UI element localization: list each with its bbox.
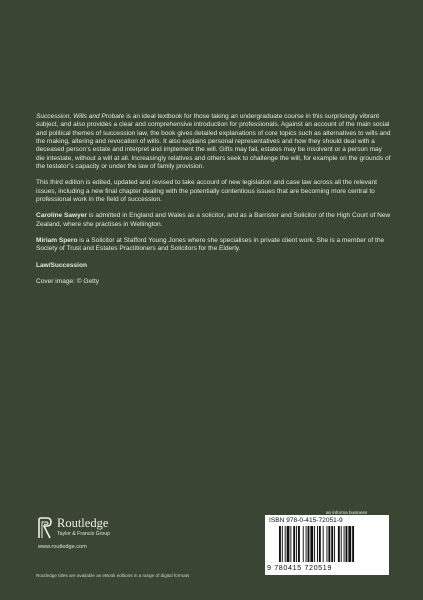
barcode-bar bbox=[334, 526, 335, 562]
publisher-url: www.routledge.com bbox=[38, 544, 87, 550]
digital-formats-note: Routledge titles are available as eBook editions in a range of digital formats bbox=[36, 573, 190, 578]
barcode-bar bbox=[319, 526, 321, 562]
barcode-bar bbox=[328, 526, 330, 562]
barcode-bar bbox=[348, 526, 351, 562]
barcode-icon bbox=[279, 526, 379, 562]
barcode-bar bbox=[296, 526, 297, 562]
publisher-tagline: Taylor & Francis Group bbox=[57, 531, 111, 537]
publisher-name: Routledge bbox=[57, 516, 109, 530]
barcode-bar bbox=[341, 526, 342, 562]
barcode-bar bbox=[285, 526, 286, 562]
barcode-bar bbox=[287, 526, 290, 562]
barcode-bar bbox=[290, 526, 291, 562]
author-bio-2 bbox=[36, 237, 391, 254]
barcode-bar bbox=[317, 526, 318, 562]
barcode-digits: 9 780415 720519 bbox=[267, 563, 332, 572]
barcode-bar bbox=[338, 526, 340, 562]
author-bio-1 bbox=[36, 212, 391, 229]
barcode-bar bbox=[298, 526, 300, 562]
barcode-bar bbox=[303, 526, 304, 562]
barcode-bar bbox=[331, 526, 333, 562]
barcode-bar bbox=[293, 526, 295, 562]
blurb-paragraph-2: This third edition is edited, updated and revised to take account of new legislation and case law across all the relevant issues, including a new final chapter dealing with the potentially contentious issues that are becoming more central to professional work in the field of succession. bbox=[36, 179, 378, 204]
barcode-bar bbox=[310, 526, 313, 562]
barcode-bar bbox=[314, 526, 315, 562]
barcode-bar bbox=[323, 526, 324, 562]
author-name-2: Miriam Spero bbox=[36, 237, 78, 245]
barcode-bar bbox=[344, 526, 345, 562]
barcode-bar bbox=[282, 526, 283, 562]
barcode-bar bbox=[352, 526, 354, 562]
blurb-paragraph-1 bbox=[36, 113, 391, 171]
barcode-bar bbox=[346, 526, 348, 562]
barcode-bar bbox=[279, 526, 281, 562]
author-name-1: Caroline Sawyer bbox=[36, 212, 87, 220]
author-bio-1-text: is admitted in England and Wales as a solicitor, and as a Barrister and Solicitor of the High Court of New Zealand, where she practises in Wellington. bbox=[36, 212, 391, 228]
informa-business-label: an informa business bbox=[326, 510, 368, 515]
isbn-label: ISBN 978-0-415-72051-9 bbox=[269, 517, 343, 524]
barcode-bar bbox=[308, 526, 310, 562]
routledge-mark-icon bbox=[38, 517, 52, 539]
barcode-bar bbox=[327, 526, 328, 562]
subject-category: Law/Succession bbox=[36, 261, 87, 269]
book-title-italic: Succession, Wills and Probate bbox=[36, 113, 125, 120]
blurb-paragraph-1-text: is an ideal textbook for those taking an undergraduate course in this surprisingly vibrant subject, and also provides a clear and comprehensive introduction for professionals. Against an account of the main social and political themes of succession law, the book gives detailed explanations of core topics such as alternatives to wills and the making, altering and revocation of wills. It also explains personal representatives and how they should deal with a deceased person’s estate and interpret and implement the will. Gifts may fail, estates may be insolvent or a person may die intestate, without a will at all. Increasingly relatives and others seek to challenge the will, for example on the grounds of the testator’s capacity or under the law of family provision. bbox=[36, 113, 391, 171]
barcode-bar bbox=[306, 526, 307, 562]
barcode-panel bbox=[265, 515, 389, 575]
blurb-text bbox=[36, 113, 391, 295]
author-bio-2-text: is a Solicitor at Stafford Young Jones where she specialises in private client work. She is a member of the Society of Trust and Estates Practitioners and Solicitors for the Elderly. bbox=[36, 237, 385, 253]
cover-image-credit: Cover image: © Getty bbox=[36, 278, 100, 286]
